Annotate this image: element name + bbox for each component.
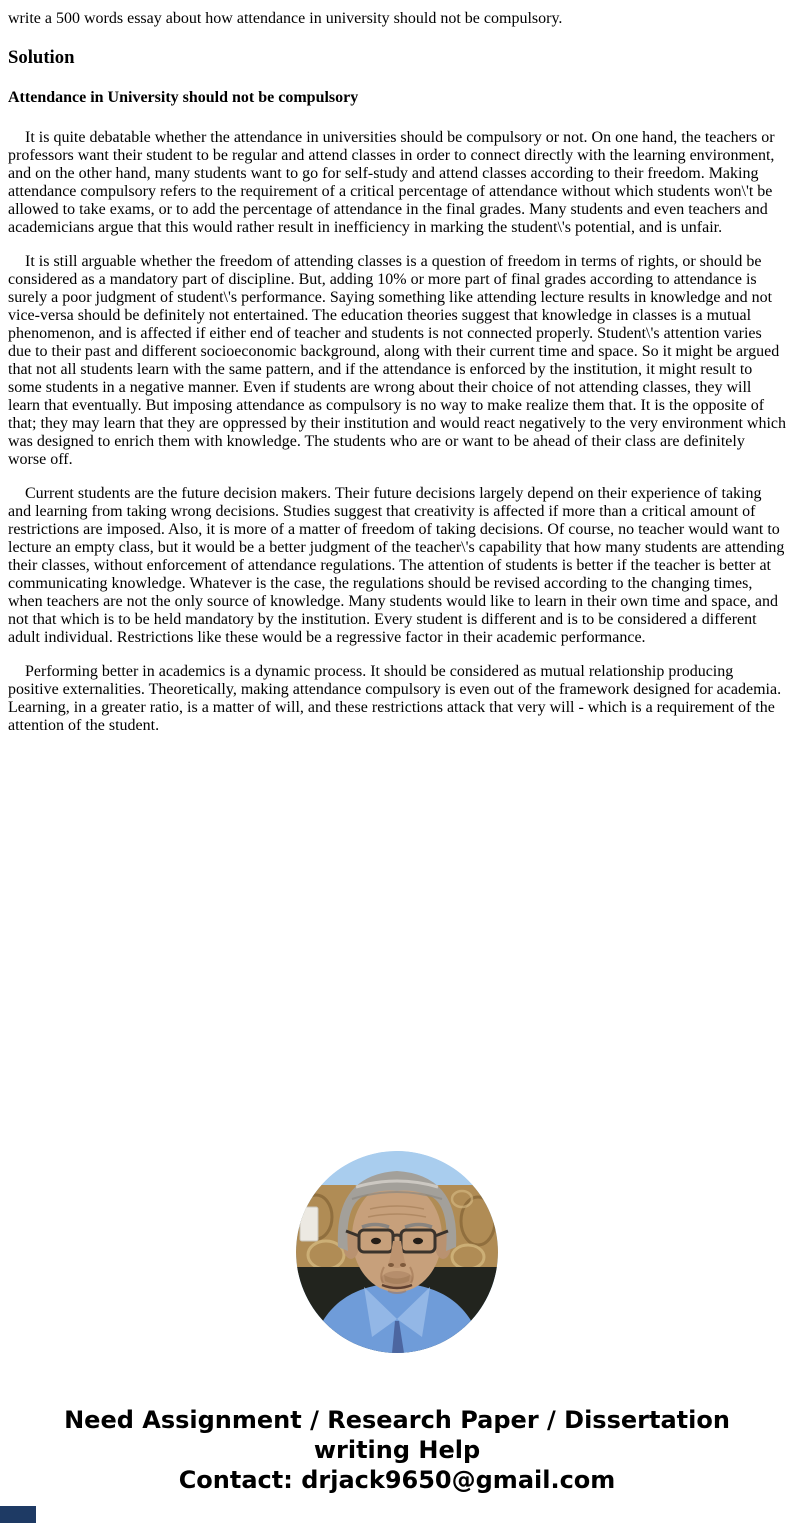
- whitespace-spacer: [8, 751, 786, 1151]
- essay-paragraph-2: It is still arguable whether the freedom of attending classes is a question of freedom in terms of rights, or should be considered as a mandatory part of discipline. But, adding 10% or more part of final grades according to attendance is surely a poor judgment of student\'s performance. Saying something like attending lecture results in knowledge and not vice-versa should be definitely not entertained. The education theories suggest that knowledge in classes is a mutual phenomenon, and is affected if either end of teacher and students is not connected properly. Student\'s attention varies due to their past and different socioeconomic background, along with their current time and space. So it might be argued that not all students learn with the same pattern, and if the attendance is enforced by the institution, it might result to some students in a negative manner. Even if students are wrong about their choice of not attending classes, they will learn that eventually. But imposing attendance as compulsory is no way to make realize them that. It is the opposite of that; they may learn that they are oppressed by their institution and would react negatively to the very environment which was designed to enrich them with knowledge. The students who are or want to be ahead of their class are definitely worse off.: [8, 253, 786, 469]
- contact-label: Contact:: [178, 1466, 302, 1495]
- essay-paragraph-1: It is quite debatable whether the attendance in universities should be compulsory or not. On one hand, the teachers or professors want their student to be regular and attend classes in order to connect directly with the learning environment, and on the other hand, many students want to go for self-study and attend classes according to their freedom. Making attendance compulsory refers to the requirement of a critical percentage of attendance without which students won\'t be allowed to take exams, or to add the percentage of attendance in the final grades. Many students and even teachers and academicians argue that this would rather result in inefficiency in marking the student\'s potential, and is unfair.: [8, 129, 775, 237]
- banner-help-text: Need Assignment / Research Paper / Dissertation writing Help: [64, 1406, 730, 1465]
- question-prompt: write a 500 words essay about how attendance in university should not be compulsory.: [8, 10, 563, 27]
- solution-heading: Solution: [8, 46, 75, 68]
- avatar: [296, 1151, 498, 1353]
- promo-banner: [8, 1405, 786, 1495]
- bottom-left-bar: [0, 1506, 36, 1523]
- essay-paragraph-4: Performing better in academics is a dynamic process. It should be considered as mutual relationship producing positive externalities. Theoretically, making attendance compulsory is even out of the framework designed for academia. Learning, in a greater ratio, is a matter of will, and these restrictions attack that very will - which is a requirement of the attention of the student.: [8, 663, 782, 735]
- email-text: drjack9650@gmail.com: [301, 1466, 616, 1495]
- banner-contact-line: [8, 1465, 786, 1495]
- essay-title: Attendance in University should not be compulsory: [8, 89, 359, 107]
- man-portrait-photo: [296, 1151, 498, 1353]
- essay-paragraph-3: Current students are the future decision makers. Their future decisions largely depend on their experience of taking and learning from taking wrong decisions. Studies suggest that creativity is affected if more than a critical amount of restrictions are imposed. Also, it is more of a matter of freedom of taking decisions. Of course, no teacher would want to lecture an empty class, but it would be a better judgment of the teacher\'s capability that how many students are attending their classes, without enforcement of attendance regulations. The attention of students is better if the teacher is better at communicating knowledge. Whatever is the case, the regulations should be revised according to the changing times, when teachers are not the only source of knowledge. Many students would like to learn in their own time and space, and not that which is to be held mandatory by the institution. Every student is different and is to be considered a different adult individual. Restrictions like these would be a regressive factor in their academic performance.: [8, 485, 785, 647]
